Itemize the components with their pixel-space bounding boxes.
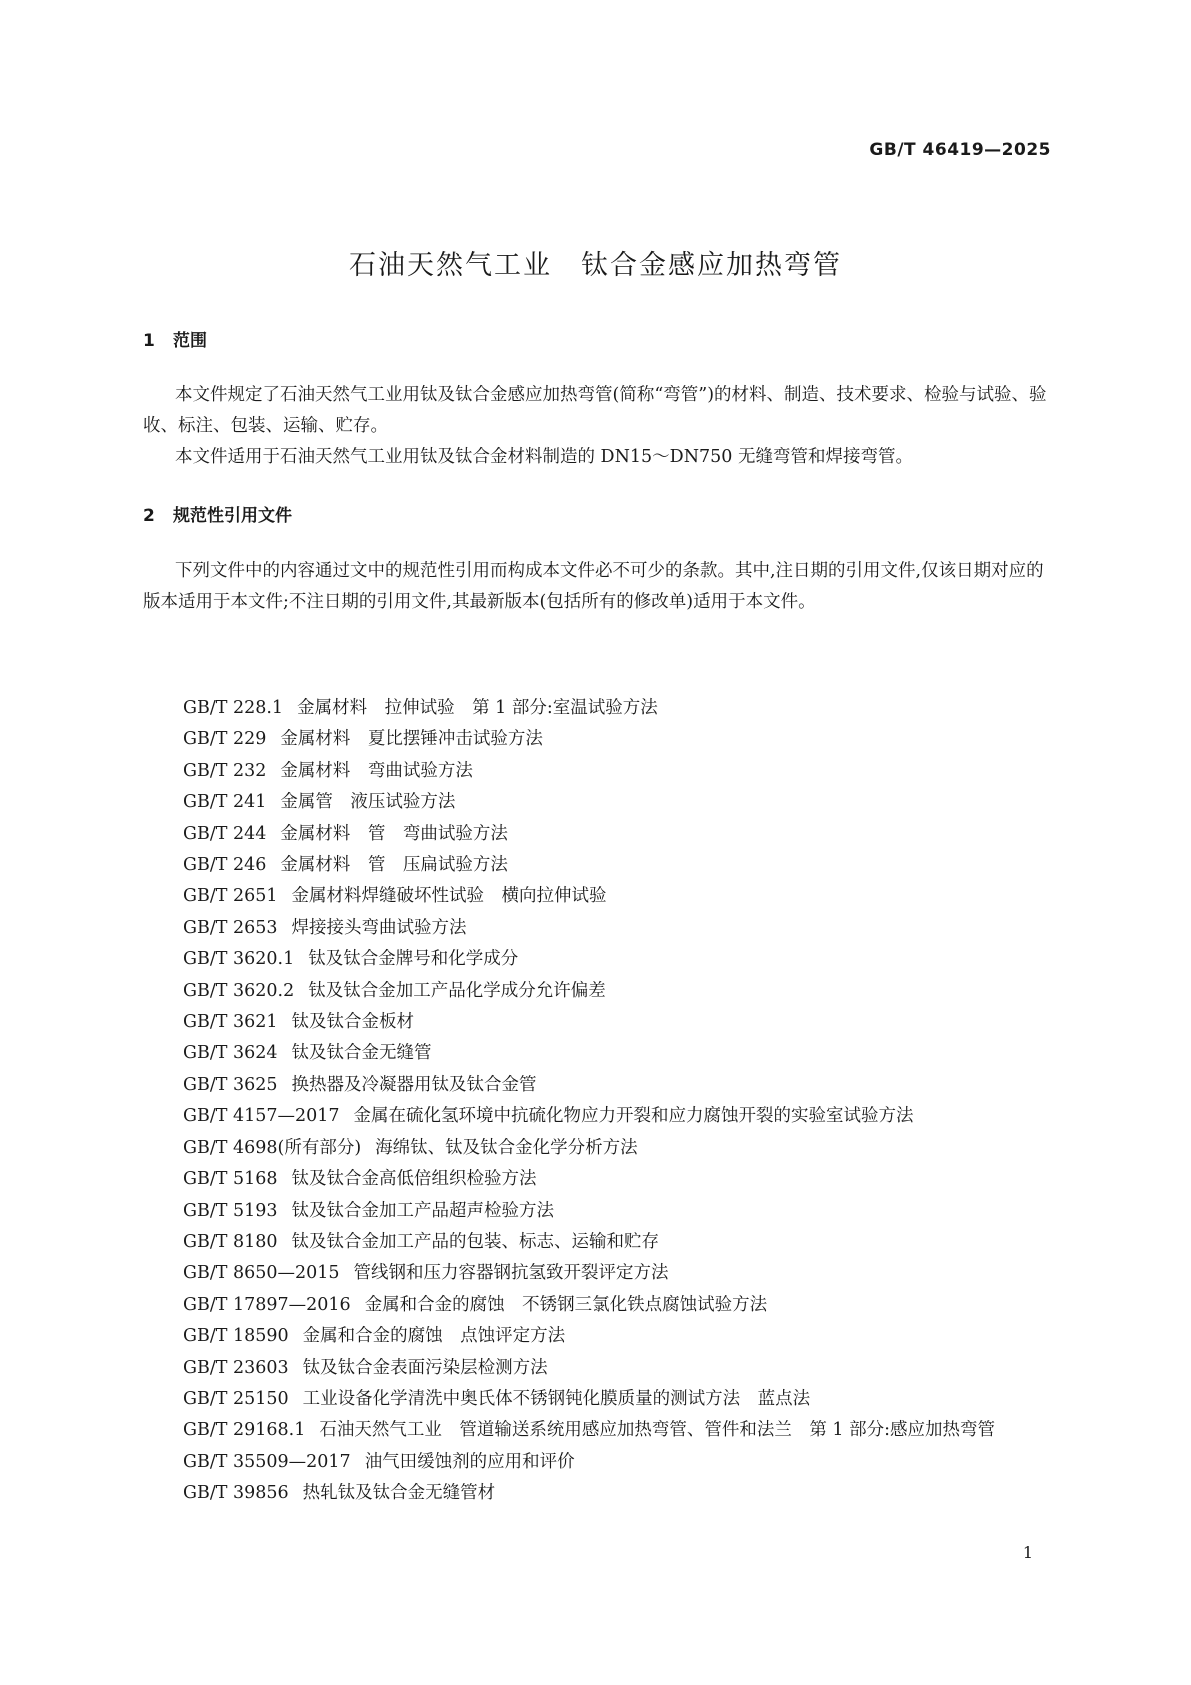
reference-item [143, 1447, 1063, 1478]
reference-item [143, 1290, 1063, 1321]
reference-item [143, 976, 1063, 1007]
page-number: 1 [1022, 1543, 1033, 1562]
reference-title: 金属材料 管 弯曲试验方法 [280, 823, 508, 844]
reference-code: GB/T 39856 [183, 1483, 289, 1504]
standard-code: GB/T 46419—2025 [869, 140, 1051, 160]
section-2-number: 2 [143, 506, 155, 526]
reference-code: GB/T 229 [183, 729, 267, 750]
reference-title: 钛及钛合金加工产品超声检验方法 [291, 1200, 555, 1221]
reference-code: GB/T 3621 [183, 1012, 278, 1033]
reference-code: GB/T 246 [183, 855, 267, 876]
reference-code: GB/T 4698(所有部分) [183, 1137, 362, 1158]
reference-code: GB/T 35509—2017 [183, 1451, 351, 1472]
reference-title: 管线钢和压力容器钢抗氢致开裂评定方法 [353, 1263, 669, 1284]
reference-item [143, 819, 1063, 850]
section-1-paragraph-1: 本文件规定了石油天然气工业用钛及钛合金感应加热弯管(简称“弯管”)的材料、制造、技术要求、检验与试验、验收、标注、包装、运输、贮存。 [143, 385, 1047, 436]
reference-item [143, 787, 1063, 818]
reference-title: 钛及钛合金加工产品的包装、标志、运输和贮存 [291, 1231, 660, 1252]
reference-item [143, 944, 1063, 975]
reference-item [143, 693, 1063, 724]
reference-item [143, 881, 1063, 912]
reference-code: GB/T 241 [183, 792, 267, 813]
reference-title: 焊接接头弯曲试验方法 [291, 917, 467, 938]
reference-code: GB/T 3625 [183, 1074, 278, 1095]
reference-title: 金属材料焊缝破坏性试验 横向拉伸试验 [291, 886, 607, 907]
section-1-paragraph-2: 本文件适用于石油天然气工业用钛及钛合金材料制造的 DN15～DN750 无缝弯管和焊接弯管。 [175, 447, 913, 467]
reference-code: GB/T 3624 [183, 1043, 278, 1064]
reference-code: GB/T 3620.2 [183, 980, 295, 1001]
reference-code: GB/T 18590 [183, 1326, 289, 1347]
reference-title: 钛及钛合金无缝管 [291, 1043, 432, 1064]
section-1-number: 1 [143, 331, 155, 351]
reference-item [143, 913, 1063, 944]
reference-title: 金属管 液压试验方法 [280, 792, 456, 813]
reference-item [143, 850, 1063, 881]
reference-title: 金属和合金的腐蚀 点蚀评定方法 [302, 1326, 566, 1347]
reference-code: GB/T 23603 [183, 1357, 289, 1378]
reference-title: 钛及钛合金牌号和化学成分 [308, 949, 519, 970]
reference-title: 钛及钛合金板材 [291, 1012, 415, 1033]
reference-code: GB/T 8180 [183, 1231, 278, 1252]
section-2-heading [143, 501, 292, 526]
reference-title: 换热器及冷凝器用钛及钛合金管 [291, 1074, 537, 1095]
reference-code: GB/T 8650—2015 [183, 1263, 340, 1284]
reference-code: GB/T 3620.1 [183, 949, 295, 970]
reference-item [143, 1133, 1063, 1164]
reference-item [143, 724, 1063, 755]
reference-item [143, 1007, 1063, 1038]
reference-item [143, 756, 1063, 787]
reference-title: 金属和合金的腐蚀 不锈钢三氯化铁点腐蚀试验方法 [364, 1294, 768, 1315]
reference-item [143, 1415, 1063, 1446]
reference-item [143, 1101, 1063, 1132]
reference-code: GB/T 244 [183, 823, 267, 844]
reference-title: 工业设备化学清洗中奥氏体不锈钢钝化膜质量的测试方法 蓝点法 [302, 1388, 811, 1409]
reference-title: 金属材料 弯曲试验方法 [280, 760, 473, 781]
reference-title: 金属在硫化氢环境中抗硫化物应力开裂和应力腐蚀开裂的实验室试验方法 [353, 1106, 914, 1127]
reference-code: GB/T 2651 [183, 886, 278, 907]
reference-code: GB/T 228.1 [183, 698, 284, 718]
reference-code: GB/T 25150 [183, 1388, 289, 1409]
section-1-title: 范围 [173, 331, 207, 351]
reference-item [143, 1164, 1063, 1195]
reference-title: 金属材料 管 压扁试验方法 [280, 855, 508, 876]
section-2-title: 规范性引用文件 [173, 506, 292, 526]
reference-code: GB/T 5168 [183, 1169, 278, 1190]
reference-item [143, 1227, 1063, 1258]
document-title: 石油天然气工业 钛合金感应加热弯管 [349, 250, 842, 281]
reference-item [143, 1321, 1063, 1352]
reference-code: GB/T 5193 [183, 1200, 278, 1221]
reference-title: 海绵钛、钛及钛合金化学分析方法 [375, 1137, 638, 1158]
reference-title: 钛及钛合金高低倍组织检验方法 [291, 1169, 537, 1190]
reference-item [143, 1353, 1063, 1384]
section-2-intro: 下列文件中的内容通过文中的规范性引用而构成本文件必不可少的条款。其中,注日期的引用文件,仅该日期对应的版本适用于本文件;不注日期的引用文件,其最新版本(包括所有的修改单)适用于本文件。 [143, 561, 1044, 612]
reference-item [143, 1196, 1063, 1227]
reference-title: 金属材料 拉伸试验 第 1 部分:室温试验方法 [297, 698, 658, 718]
reference-title: 石油天然气工业 管道输送系统用感应加热弯管、管件和法兰 第 1 部分:感应加热弯管 [319, 1420, 995, 1441]
reference-title: 钛及钛合金表面污染层检测方法 [302, 1357, 548, 1378]
reference-list [143, 693, 1063, 1510]
section-1-heading [143, 326, 207, 351]
reference-item [143, 1478, 1063, 1509]
reference-title: 油气田缓蚀剂的应用和评价 [364, 1451, 575, 1472]
reference-item [143, 1384, 1063, 1415]
reference-item [143, 1258, 1063, 1289]
reference-item [143, 1070, 1063, 1101]
reference-code: GB/T 232 [183, 760, 267, 781]
reference-code: GB/T 29168.1 [183, 1420, 306, 1441]
reference-code: GB/T 4157—2017 [183, 1106, 340, 1127]
reference-title: 金属材料 夏比摆锤冲击试验方法 [280, 729, 543, 750]
reference-title: 钛及钛合金加工产品化学成分允许偏差 [308, 980, 606, 1001]
reference-item [143, 1038, 1063, 1069]
reference-code: GB/T 17897—2016 [183, 1294, 351, 1315]
reference-title: 热轧钛及钛合金无缝管材 [302, 1483, 496, 1504]
reference-code: GB/T 2653 [183, 917, 278, 938]
